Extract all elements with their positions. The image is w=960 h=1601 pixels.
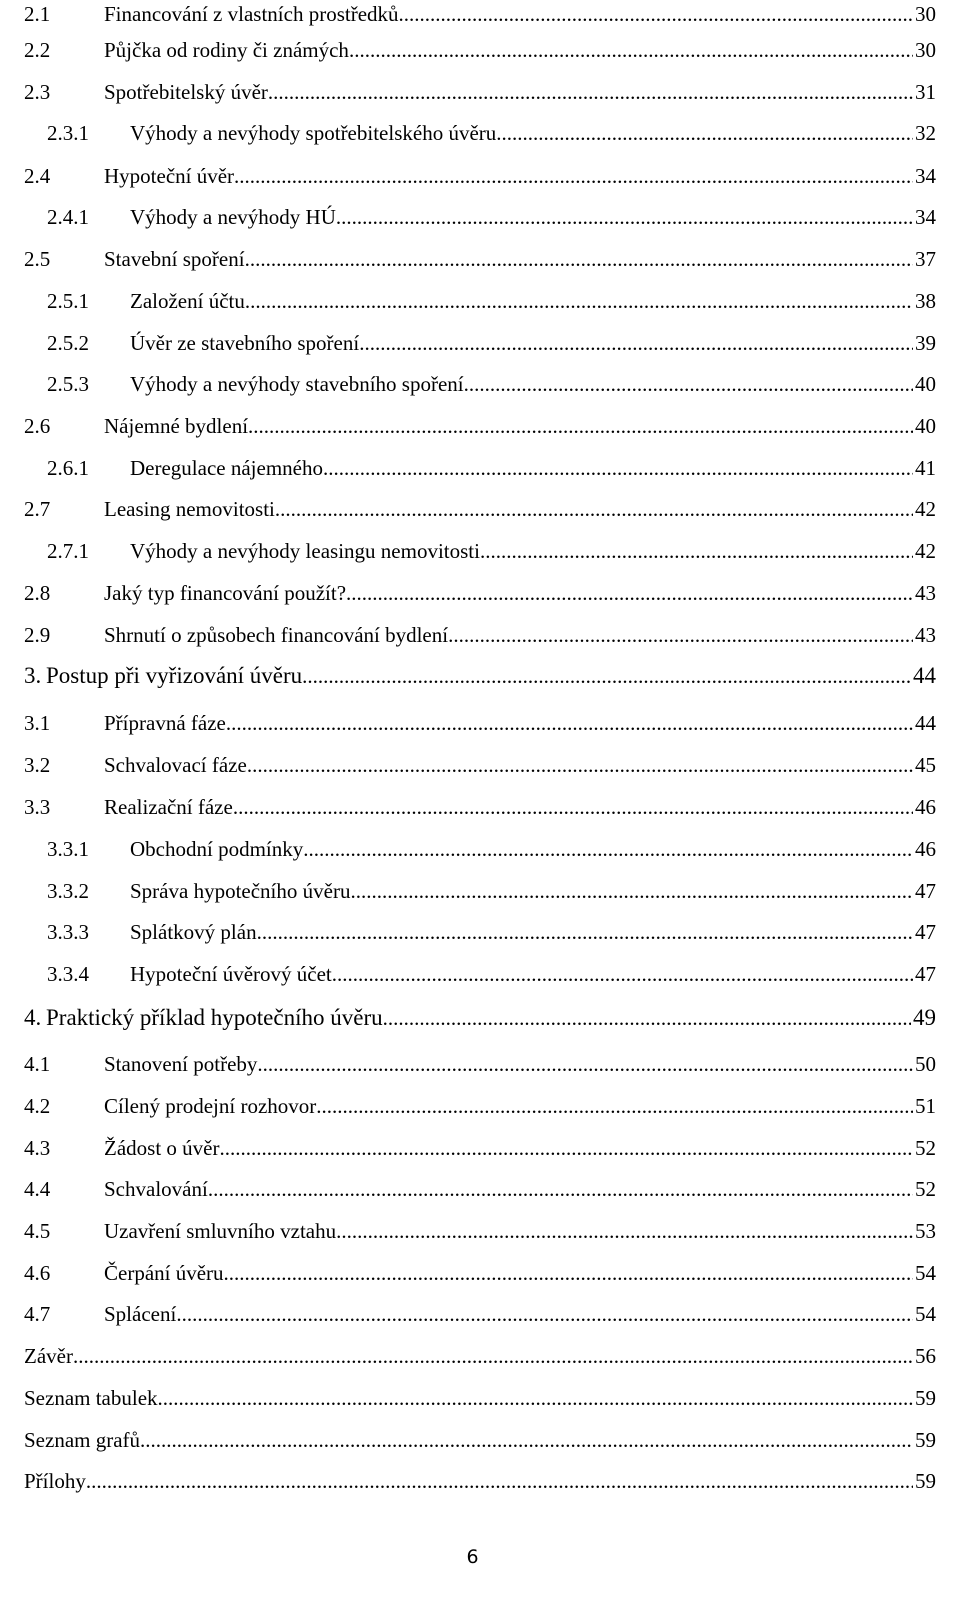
toc-dot-leader xyxy=(140,1426,913,1454)
toc-entry-number: 4.7 xyxy=(24,1302,51,1326)
toc-entry-title: Úvěr ze stavebního spoření xyxy=(130,331,360,355)
toc-entry-number: 2.2 xyxy=(24,38,51,62)
toc-entry[interactable] xyxy=(0,287,960,315)
toc-dot-leader xyxy=(480,537,913,565)
toc-entry-number: 4.3 xyxy=(24,1136,51,1160)
toc-entry-page-number: 34 xyxy=(915,205,936,229)
toc-entry-number: 2.5.1 xyxy=(47,289,89,313)
toc-entry-title: Žádost o úvěr xyxy=(104,1136,220,1160)
toc-entry[interactable] xyxy=(0,960,960,988)
toc-entry-title: Hypoteční úvěrový účet xyxy=(130,962,332,986)
toc-entry-number: 2.3.1 xyxy=(47,121,89,145)
toc-dot-leader xyxy=(464,370,913,398)
toc-entry[interactable] xyxy=(0,412,960,440)
toc-dot-leader xyxy=(383,1004,911,1032)
toc-entry-title: Půjčka od rodiny či známých xyxy=(104,38,349,62)
toc-dot-leader xyxy=(275,495,913,523)
toc-dot-leader xyxy=(399,0,913,28)
toc-entry[interactable] xyxy=(0,751,960,779)
toc-dot-leader xyxy=(248,412,913,440)
toc-entry[interactable] xyxy=(0,579,960,607)
toc-dot-leader xyxy=(245,287,913,315)
toc-entry-page-number: 38 xyxy=(915,289,936,313)
toc-dot-leader xyxy=(247,751,913,779)
toc-entry-page-number: 42 xyxy=(915,497,936,521)
toc-entry-number: 4.6 xyxy=(24,1261,51,1285)
toc-entry-page-number: 44 xyxy=(913,663,936,688)
toc-entry-number: 4.1 xyxy=(24,1052,51,1076)
toc-dot-leader xyxy=(73,1342,913,1370)
toc-dot-leader xyxy=(350,877,913,905)
toc-entry-page-number: 47 xyxy=(915,962,936,986)
toc-entry-page-number: 54 xyxy=(915,1302,936,1326)
toc-dot-leader xyxy=(302,662,911,690)
toc-entry-title: Nájemné bydlení xyxy=(104,414,249,438)
toc-entry-title: Čerpání úvěru xyxy=(104,1261,224,1285)
toc-dot-leader xyxy=(219,1134,913,1162)
toc-entry[interactable] xyxy=(0,1175,960,1203)
toc-entry-title: Správa hypotečního úvěru xyxy=(130,879,351,903)
toc-entry-title: Shrnutí o způsobech financování bydlení xyxy=(104,623,449,647)
toc-entry-title: Obchodní podmínky xyxy=(130,837,304,861)
toc-entry[interactable] xyxy=(0,329,960,357)
toc-dot-leader xyxy=(323,454,913,482)
toc-entry[interactable] xyxy=(0,203,960,231)
toc-entry-page-number: 42 xyxy=(915,539,936,563)
toc-entry-title: Realizační fáze xyxy=(104,795,233,819)
toc-entry[interactable] xyxy=(0,662,960,690)
toc-entry-number: 2.7 xyxy=(24,497,51,521)
toc-entry-page-number: 46 xyxy=(915,837,936,861)
toc-entry-title: Leasing nemovitosti xyxy=(104,497,275,521)
toc-entry[interactable] xyxy=(0,119,960,147)
toc-entry-title: Hypoteční úvěr xyxy=(104,164,235,188)
toc-entry-title: Seznam grafů xyxy=(24,1428,141,1452)
toc-dot-leader xyxy=(86,1467,913,1495)
toc-entry-number: 3.3.1 xyxy=(47,837,89,861)
toc-entry-page-number: 59 xyxy=(915,1469,936,1493)
toc-entry[interactable] xyxy=(0,1342,960,1370)
toc-entry[interactable] xyxy=(0,36,960,64)
toc-entry-page-number: 37 xyxy=(915,247,936,271)
toc-entry-number: 4. xyxy=(24,1005,42,1030)
toc-entry-number: 2.4 xyxy=(24,164,51,188)
toc-entry-title: Postup při vyřizování úvěru xyxy=(46,663,303,688)
toc-entry-page-number: 50 xyxy=(915,1052,936,1076)
toc-entry-page-number: 30 xyxy=(915,38,936,62)
toc-entry-page-number: 59 xyxy=(915,1386,936,1410)
toc-entry[interactable] xyxy=(0,918,960,946)
toc-entry[interactable] xyxy=(0,1467,960,1495)
toc-dot-leader xyxy=(303,835,913,863)
toc-entry-page-number: 40 xyxy=(915,372,936,396)
toc-entry-number: 2.5.3 xyxy=(47,372,89,396)
toc-entry-number: 4.4 xyxy=(24,1177,51,1201)
toc-entry[interactable] xyxy=(0,370,960,398)
toc-dot-leader xyxy=(496,119,913,147)
toc-entry-page-number: 56 xyxy=(915,1344,936,1368)
page-number: 6 xyxy=(466,1546,479,1568)
toc-entry[interactable] xyxy=(0,1004,960,1032)
toc-entry-page-number: 43 xyxy=(915,623,936,647)
toc-entry[interactable] xyxy=(0,1050,960,1078)
toc-entry[interactable] xyxy=(0,1300,960,1328)
toc-entry-number: 2.9 xyxy=(24,623,51,647)
toc-entry-number: 2.3 xyxy=(24,80,51,104)
toc-entry[interactable] xyxy=(0,454,960,482)
toc-entry[interactable] xyxy=(0,1426,960,1454)
toc-entry[interactable] xyxy=(0,1092,960,1120)
toc-entry-page-number: 47 xyxy=(915,879,936,903)
toc-entry-number: 4.2 xyxy=(24,1094,51,1118)
toc-entry-page-number: 34 xyxy=(915,164,936,188)
toc-entry-page-number: 53 xyxy=(915,1219,936,1243)
toc-entry[interactable] xyxy=(0,495,960,523)
toc-entry-page-number: 54 xyxy=(915,1261,936,1285)
toc-entry-number: 3.3.3 xyxy=(47,920,89,944)
toc-dot-leader xyxy=(257,918,913,946)
toc-dot-leader xyxy=(268,78,913,106)
toc-dot-leader xyxy=(234,162,913,190)
toc-entry[interactable] xyxy=(0,78,960,106)
toc-entry-page-number: 47 xyxy=(915,920,936,944)
toc-entry-number: 2.5 xyxy=(24,247,51,271)
toc-entry-page-number: 59 xyxy=(915,1428,936,1452)
toc-entry-title: Splátkový plán xyxy=(130,920,257,944)
toc-entry-title: Stanovení potřeby xyxy=(104,1052,258,1076)
toc-entry-number: 4.5 xyxy=(24,1219,51,1243)
toc-entry-title: Uzavření smluvního vztahu xyxy=(104,1219,337,1243)
toc-entry-page-number: 40 xyxy=(915,414,936,438)
toc-entry-number: 3.2 xyxy=(24,753,51,777)
toc-entry-title: Založení účtu xyxy=(130,289,245,313)
toc-entry-page-number: 39 xyxy=(915,331,936,355)
toc-dot-leader xyxy=(224,1259,913,1287)
toc-entry-number: 3.3 xyxy=(24,795,51,819)
toc-entry-page-number: 41 xyxy=(915,456,936,480)
toc-entry-title: Spotřebitelský úvěr xyxy=(104,80,268,104)
toc-entry[interactable] xyxy=(0,537,960,565)
toc-entry-number: 3.3.4 xyxy=(47,962,89,986)
toc-entry-title: Seznam tabulek xyxy=(24,1386,158,1410)
toc-entry-title: Jaký typ financování použít? xyxy=(104,581,347,605)
toc-dot-leader xyxy=(332,960,913,988)
toc-entry-title: Praktický příklad hypotečního úvěru xyxy=(46,1005,383,1030)
toc-entry-page-number: 45 xyxy=(915,753,936,777)
toc-entry-page-number: 32 xyxy=(915,121,936,145)
toc-entry-number: 2.8 xyxy=(24,581,51,605)
toc-entry-title: Přílohy xyxy=(24,1469,86,1493)
toc-entry[interactable] xyxy=(0,0,960,28)
toc-entry-title: Výhody a nevýhody leasingu nemovitosti xyxy=(130,539,480,563)
toc-entry-page-number: 51 xyxy=(915,1094,936,1118)
toc-entry-title: Cílený prodejní rozhovor xyxy=(104,1094,317,1118)
toc-entry-page-number: 49 xyxy=(913,1005,936,1030)
toc-dot-leader xyxy=(336,203,913,231)
toc-dot-leader xyxy=(226,709,913,737)
toc-entry-page-number: 44 xyxy=(915,711,936,735)
toc-entry-title: Schvalování xyxy=(104,1177,208,1201)
toc-entry-page-number: 30 xyxy=(915,2,936,26)
toc-entry-title: Výhody a nevýhody HÚ xyxy=(130,205,336,229)
toc-dot-leader xyxy=(316,1092,913,1120)
toc-entry-page-number: 43 xyxy=(915,581,936,605)
toc-dot-leader xyxy=(233,793,913,821)
toc-entry[interactable] xyxy=(0,245,960,273)
toc-dot-leader xyxy=(448,621,913,649)
toc-entry-number: 2.4.1 xyxy=(47,205,89,229)
toc-dot-leader xyxy=(336,1217,913,1245)
toc-entry-number: 3.3.2 xyxy=(47,879,89,903)
toc-entry-title: Výhody a nevýhody stavebního spoření xyxy=(130,372,464,396)
toc-entry-title: Financování z vlastních prostředků xyxy=(104,2,399,26)
toc-entry-number: 2.1 xyxy=(24,2,51,26)
toc-entry[interactable] xyxy=(0,621,960,649)
toc-entry-title: Splácení xyxy=(104,1302,177,1326)
toc-entry-page-number: 31 xyxy=(915,80,936,104)
toc-dot-leader xyxy=(346,579,913,607)
toc-entry-title: Přípravná fáze xyxy=(104,711,226,735)
toc-dot-leader xyxy=(208,1175,913,1203)
toc-dot-leader xyxy=(349,36,913,64)
toc-entry-number: 2.6.1 xyxy=(47,456,89,480)
toc-entry[interactable] xyxy=(0,1217,960,1245)
toc-entry-number: 3.1 xyxy=(24,711,51,735)
toc-entry-number: 3. xyxy=(24,663,42,688)
toc-entry[interactable] xyxy=(0,162,960,190)
toc-entry-number: 2.7.1 xyxy=(47,539,89,563)
toc-dot-leader xyxy=(359,329,913,357)
toc-dot-leader xyxy=(176,1300,913,1328)
toc-dot-leader xyxy=(257,1050,913,1078)
toc-entry-title: Schvalovací fáze xyxy=(104,753,247,777)
toc-entry-title: Výhody a nevýhody spotřebitelského úvěru xyxy=(130,121,497,145)
toc-entry-number: 2.5.2 xyxy=(47,331,89,355)
toc-entry-page-number: 52 xyxy=(915,1136,936,1160)
toc-entry[interactable] xyxy=(0,1134,960,1162)
toc-entry-page-number: 52 xyxy=(915,1177,936,1201)
toc-entry[interactable] xyxy=(0,835,960,863)
toc-entry[interactable] xyxy=(0,793,960,821)
toc-entry-title: Deregulace nájemného xyxy=(130,456,323,480)
toc-dot-leader xyxy=(158,1384,913,1412)
toc-entry[interactable] xyxy=(0,1259,960,1287)
toc-entry[interactable] xyxy=(0,709,960,737)
toc-entry[interactable] xyxy=(0,877,960,905)
toc-entry-title: Stavební spoření xyxy=(104,247,245,271)
toc-dot-leader xyxy=(245,245,913,273)
toc-entry-title: Závěr xyxy=(24,1344,73,1368)
toc-entry[interactable] xyxy=(0,1384,960,1412)
toc-entry-number: 2.6 xyxy=(24,414,51,438)
toc-entry-page-number: 46 xyxy=(915,795,936,819)
